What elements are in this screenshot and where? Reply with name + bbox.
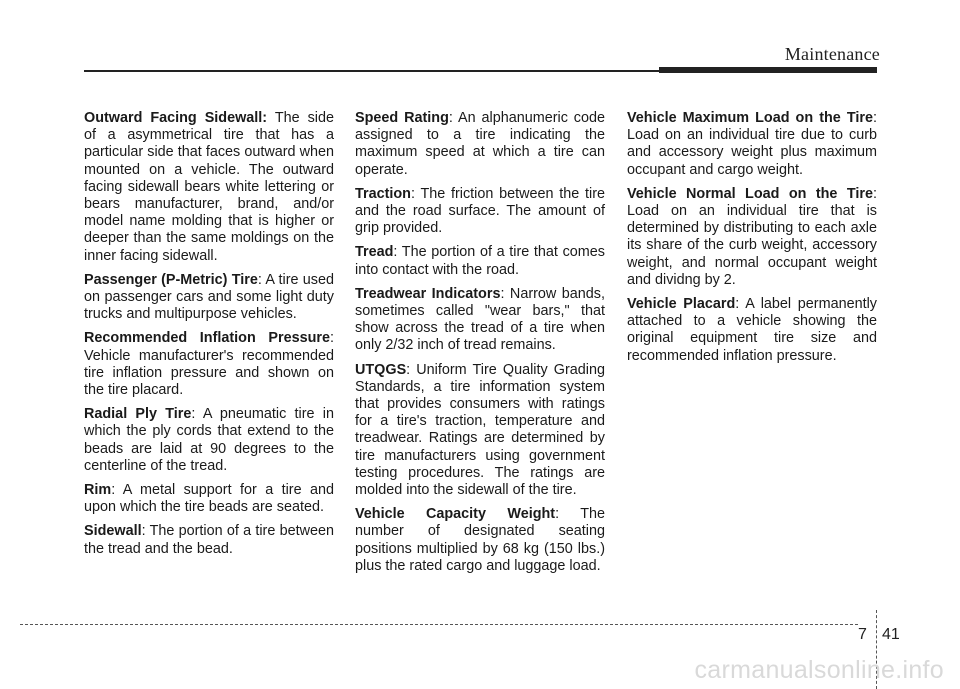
glossary-entry — [355, 244, 605, 278]
glossary-entry — [355, 362, 605, 500]
glossary-definition: : A tire used on passenger cars and some light duty trucks and multipurpose vehicles. — [84, 271, 334, 323]
glossary-term: Vehicle Placard — [627, 296, 736, 313]
glossary-term: Treadwear Indicators — [355, 285, 501, 302]
glossary-entry — [627, 110, 877, 179]
glossary-entry — [627, 186, 877, 289]
glossary-entry — [355, 286, 605, 355]
watermark: carmanualsonline.info — [694, 656, 944, 684]
glossary-term: Outward Facing Sidewall: — [84, 110, 268, 126]
glossary-term: Rim — [84, 482, 112, 499]
glossary-definition: : Load on an individual tire that is determined by distributing to each axle its share of the curb weight, accessory weight, and normal occupant weight and dividng by 2. — [627, 185, 877, 288]
glossary-term: Traction — [355, 185, 411, 202]
glossary-definition: : An alphanumeric code assigned to a tire indicating the maximum speed at which a tire can operate. — [355, 110, 606, 178]
section-title: Maintenance — [784, 44, 880, 64]
glossary-definition: : A pneumatic tire in which the ply cords that extend to the beads are laid at 90 degrees to the centerline of the tread. — [84, 406, 334, 474]
header-rule — [84, 70, 659, 72]
chapter-number: 7 — [858, 626, 867, 643]
glossary-term: Vehicle Maximum Load on the Tire — [627, 110, 873, 126]
text-column-1 — [84, 110, 334, 565]
glossary-term: Tread — [355, 244, 394, 261]
glossary-definition: : Narrow bands, sometimes called "wear bars," that show across the tread of a tire when only 2/32 inch of tread remains. — [355, 285, 605, 354]
glossary-term: Passenger (P-Metric) Tire — [84, 271, 258, 288]
glossary-term: Radial Ply Tire — [84, 406, 192, 423]
glossary-entry — [355, 506, 605, 575]
text-column-3 — [627, 110, 877, 372]
glossary-term: Sidewall — [84, 523, 142, 540]
glossary-entry — [84, 110, 334, 265]
footer-rule — [20, 624, 858, 625]
glossary-entry — [84, 523, 334, 557]
glossary-definition: : Vehicle manufacturer's recommended tire inflation pressure and shown on the tire placard. — [84, 330, 334, 399]
glossary-definition: The side of a asymmetrical tire that has a particular side that faces outward when mounted on a vehicle. The outward facing sidewall bears white lettering or bears manufacturer, brand, and/or model name molding that is higher or deeper than the same moldings on the inner facing sidewall. — [84, 110, 334, 264]
header-rule-accent — [659, 67, 877, 73]
page-number: 41 — [882, 626, 900, 643]
glossary-entry — [627, 296, 877, 365]
glossary-term: Vehicle Capacity Weight — [355, 506, 556, 523]
glossary-term: Speed Rating — [355, 110, 449, 126]
text-column-2 — [355, 110, 605, 582]
glossary-entry — [355, 110, 605, 179]
glossary-entry — [84, 330, 334, 399]
glossary-term: Recommended Inflation Pressure — [84, 330, 330, 347]
glossary-definition: : A metal support for a tire and upon which the tire beads are seated. — [84, 482, 334, 516]
glossary-definition: : The number of designated seating positions multiplied by 68 kg (150 lbs.) plus the rated cargo and luggage load. — [355, 506, 605, 574]
glossary-term: UTQGS — [355, 361, 407, 378]
glossary-definition: : The portion of a tire that comes into contact with the road. — [355, 244, 605, 278]
glossary-entry — [84, 406, 334, 475]
glossary-term: Vehicle Normal Load on the Tire — [627, 185, 873, 202]
glossary-definition: : Uniform Tire Quality Grading Standards, a tire information system that provides consumers with ratings for a tire's traction, temperature and treadwear. Ratings are determined by tire manufacturers using government testing procedures. The ratings are molded into the sidewall of the tire. — [355, 361, 605, 499]
glossary-entry — [84, 482, 334, 516]
glossary-definition: : A label permanently attached to a vehicle showing the original equipment tire size and recommended inflation pressure. — [627, 296, 877, 364]
glossary-definition: : The portion of a tire between the tread and the bead. — [84, 523, 334, 557]
glossary-entry — [84, 272, 334, 324]
glossary-entry — [355, 186, 605, 238]
glossary-definition: : Load on an individual tire due to curb and accessory weight plus maximum occupant and cargo weight. — [627, 110, 877, 178]
glossary-definition: : The friction between the tire and the road surface. The amount of grip provided. — [355, 185, 605, 237]
